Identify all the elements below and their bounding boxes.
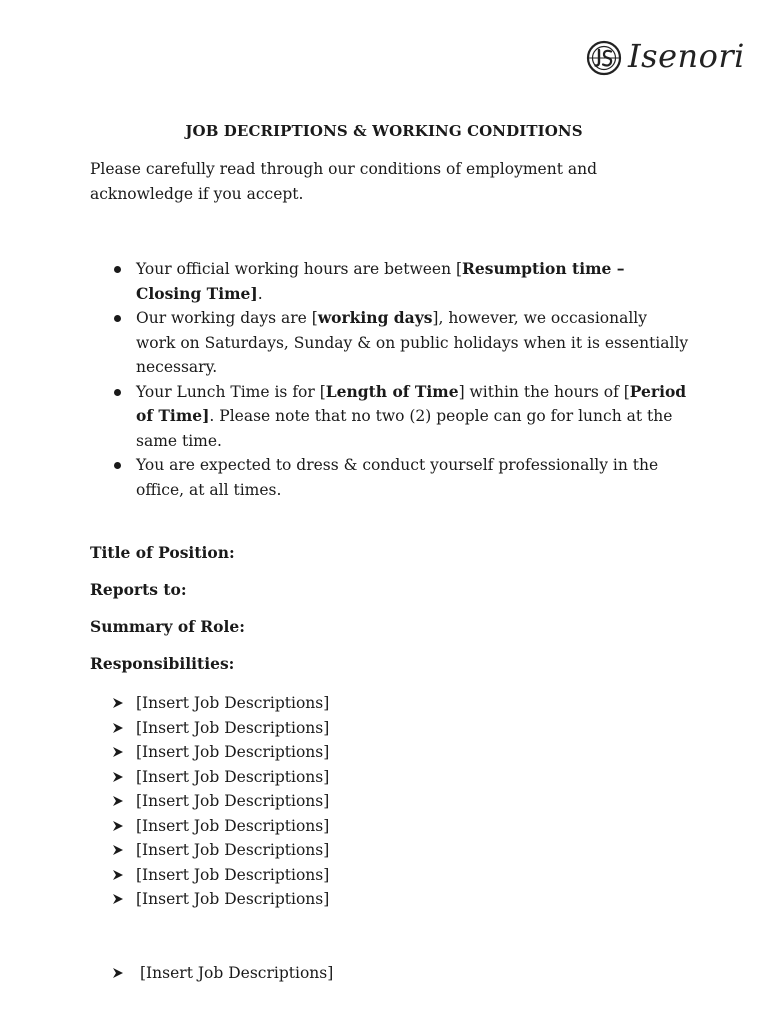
arrowhead-bullet-icon	[90, 967, 140, 979]
title-of-position-label: Title of Position:	[90, 543, 235, 562]
document-title: JOB DECRIPTIONS & WORKING CONDITIONS	[185, 122, 583, 140]
arrowhead-bullet-icon	[90, 722, 136, 734]
arrowhead-bullet-icon	[90, 820, 136, 832]
responsibility-item: [Insert Job Descriptions]	[90, 863, 329, 888]
intro-paragraph: Please carefully read through our conditions of employment and acknowledge if you accept.	[90, 160, 598, 203]
reports-to-label: Reports to:	[90, 580, 187, 599]
conditions-list	[90, 257, 690, 502]
company-logo	[586, 37, 745, 76]
logo-wordmark: Isenori	[628, 37, 745, 75]
arrowhead-bullet-icon	[90, 697, 136, 709]
arrowhead-bullet-icon	[90, 893, 136, 905]
responsibility-item: [Insert Job Descriptions]	[90, 814, 329, 839]
responsibility-item: [Insert Job Descriptions]	[90, 961, 333, 986]
arrowhead-bullet-icon	[90, 771, 136, 783]
arrowhead-bullet-icon	[90, 795, 136, 807]
arrowhead-bullet-icon	[90, 869, 136, 881]
arrowhead-bullet-icon	[90, 746, 136, 758]
monogram-circle-icon	[586, 40, 622, 76]
responsibilities-label: Responsibilities:	[90, 654, 235, 673]
responsibility-item: [Insert Job Descriptions]	[90, 740, 329, 765]
responsibility-item: [Insert Job Descriptions]	[90, 691, 329, 716]
responsibility-item: [Insert Job Descriptions]	[90, 765, 329, 790]
responsibility-item: [Insert Job Descriptions]	[90, 789, 329, 814]
responsibility-item: [Insert Job Descriptions]	[90, 838, 329, 863]
condition-working-days: Our working days are [working days], however, we occasionally work on Saturdays, Sunday & on public holidays when it is essentially necessary.	[90, 306, 690, 380]
responsibilities-list	[90, 691, 329, 912]
responsibility-item: [Insert Job Descriptions]	[90, 716, 329, 741]
condition-dress-code: You are expected to dress & conduct yourself professionally in the office, at all times.	[90, 453, 690, 502]
summary-of-role-label: Summary of Role:	[90, 617, 245, 636]
condition-working-hours: Your official working hours are between [Resumption time – Closing Time].	[90, 257, 690, 306]
responsibility-item: [Insert Job Descriptions]	[90, 887, 329, 912]
arrowhead-bullet-icon	[90, 844, 136, 856]
condition-lunch-time: Your Lunch Time is for [Length of Time] within the hours of [Period of Time]. Please note that no two (2) people can go for lunch at the same time.	[90, 380, 690, 454]
